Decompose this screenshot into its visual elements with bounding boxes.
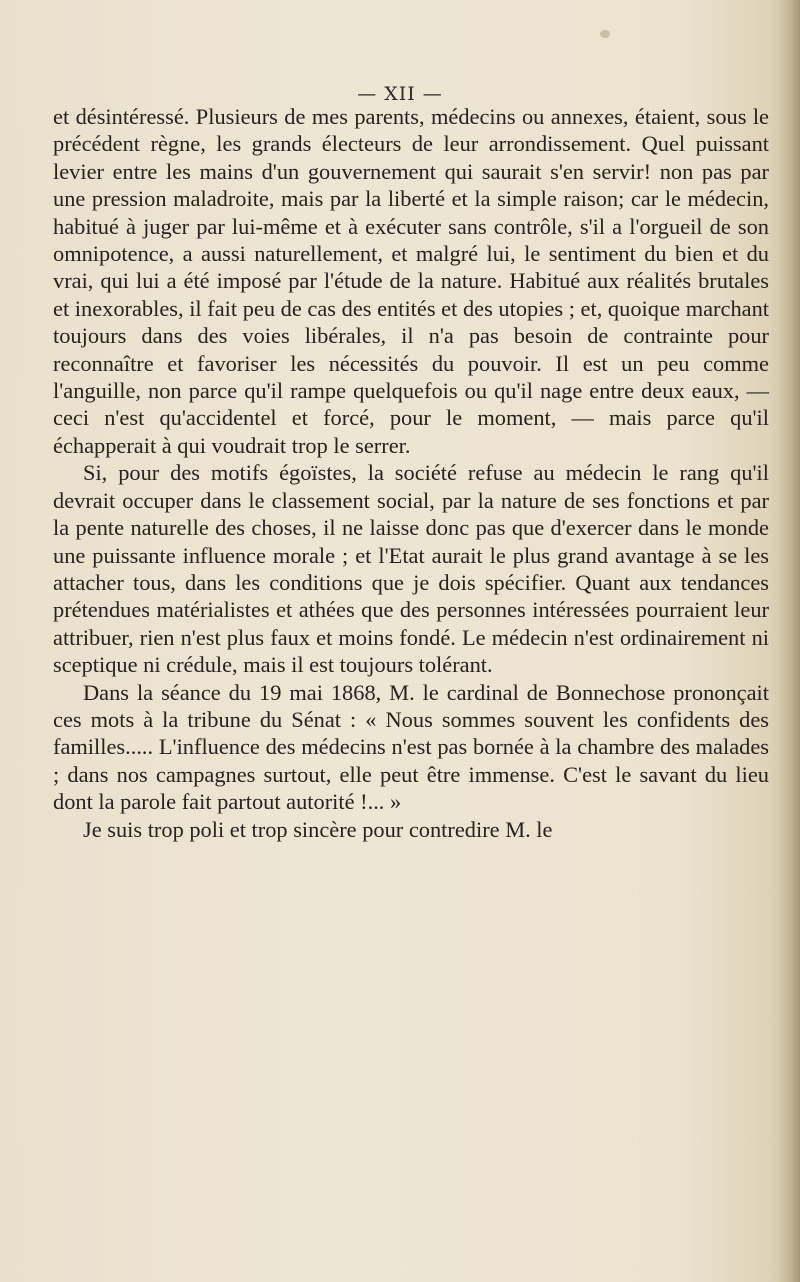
paper-stain <box>600 30 610 38</box>
paragraph-4: Je suis trop poli et trop sincère pour contredire M. le <box>83 816 553 842</box>
paragraph-2: Si, pour des motifs égoïstes, la société refuse au médecin le rang qu'il devrait occuper dans le classement social, par la nature de ses fonctions et par la pente naturelle des choses, il ne laisse donc pas que d'exercer dans le monde une puissante influence morale ; et l'Etat aurait le plus grand avantage à se les attacher tous, dans les conditions que je dois spécifier. Quant aux tendances prétendues matérialistes et athées que des personnes intéressées pourraient leur attribuer, rien n'est plus faux et moins fondé. Le médecin n'est ordinairement ni sceptique ni crédule, mais il est toujours tolérant. <box>53 460 769 678</box>
paragraph-1: et désintéressé. Plusieurs de mes parents, médecins ou annexes, étaient, sous le précédent règne, les grands électeurs de leur arrondissement. Quel puissant levier entre les mains d'un gouvernement qui saurait s'en servir! non pas par une pression maladroite, mais par la liberté et la simple raison; car le médecin, habitué à juger par lui-même et à exécuter sans contrôle, s'il a l'orgueil de son omnipotence, a aussi naturellement, et malgré lui, le sentiment du bien et du vrai, qui lui a été imposé par l'étude de la nature. Habitué aux réalités brutales et inexorables, il fait peu de cas des entités et des utopies ; et, quoique marchant toujours dans des voies libérales, il n'a pas besoin de contrainte pour reconnaître et favoriser les nécessités du pouvoir. Il est un peu comme l'anguille, non parce qu'il rampe quelquefois ou qu'il nage entre deux eaux, — ceci n'est qu'accidentel et forcé, pour le moment, — mais parce qu'il échapperait à qui voudrait trop le serrer. <box>53 104 769 458</box>
page-number-header: — XII — <box>357 83 443 105</box>
page-edge-shadow <box>778 0 800 1282</box>
body-text <box>53 103 769 843</box>
paragraph-3: Dans la séance du 19 mai 1868, M. le cardinal de Bonnechose prononçait ces mots à la tribune du Sénat : « Nous sommes souvent les confidents des familles..... L'influence des médecins n'est pas bornée à la chambre des malades ; dans nos campagnes surtout, elle peut être immense. C'est le savant du lieu dont la parole fait partout autorité !... » <box>53 679 769 815</box>
